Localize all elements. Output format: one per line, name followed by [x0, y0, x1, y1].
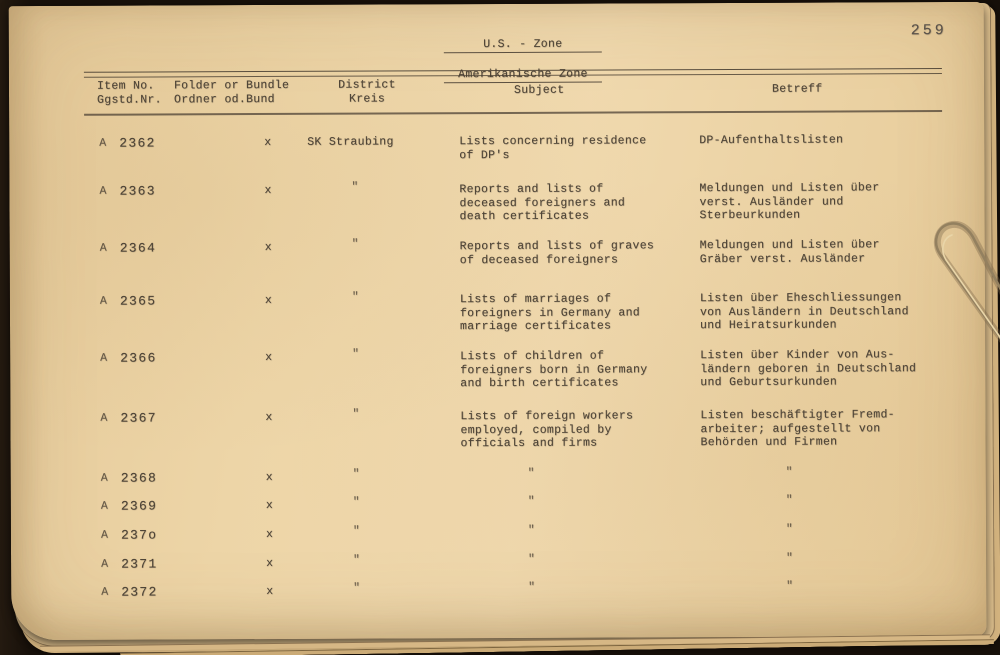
row-item-no: 2372: [121, 584, 158, 600]
row-prefix: A: [99, 184, 107, 198]
row-folder-mark: x: [265, 527, 274, 542]
header-district-de: Kreis: [348, 91, 386, 106]
row-district: ": [352, 467, 360, 481]
table-row: [11, 579, 986, 620]
row-subject: ": [527, 494, 536, 508]
row-subject: ": [527, 466, 535, 480]
page-number: 259: [910, 22, 947, 40]
row-folder-mark: x: [264, 240, 272, 255]
row-betreff: ": [785, 493, 794, 507]
row-betreff: Meldungen und Listen über verst. Ausländer und Sterbeurkunden: [699, 181, 880, 223]
row-subject: ": [528, 552, 536, 566]
row-betreff: Listen über Eheschliessungen von Ausländern in Deutschland und Heiratsurkunden: [699, 291, 909, 333]
row-district: ": [351, 290, 360, 304]
row-district: ": [352, 524, 361, 538]
row-folder-mark: x: [265, 498, 274, 513]
row-item-no: 2369: [120, 498, 158, 514]
row-prefix: A: [99, 136, 107, 150]
row-district: ": [351, 237, 359, 251]
header-item-de: Ggstd.Nr.: [97, 92, 162, 107]
title-line-german: Amerikanische Zone: [444, 67, 602, 83]
row-subject: Lists of foreign workers employed, compiled by officials and firms: [460, 409, 634, 451]
row-district: SK Straubing: [307, 135, 394, 149]
title-line-english: U.S. - Zone: [444, 37, 602, 53]
row-item-no: 2364: [119, 240, 157, 256]
row-folder-mark: x: [265, 410, 273, 425]
table-row: [10, 238, 985, 295]
table-row: [9, 181, 984, 242]
row-folder-mark: x: [264, 135, 272, 150]
row-betreff: ": [785, 465, 793, 479]
header-district-en: District: [338, 78, 396, 92]
row-betreff: Listen über Kinder von Aus- ländern geboren in Deutschland und Geburtsurkunden: [700, 348, 917, 390]
row-district: ": [352, 407, 360, 421]
document-page: [9, 2, 987, 640]
table-row: [10, 291, 985, 352]
row-folder-mark: x: [265, 470, 273, 485]
row-item-no: 2367: [120, 410, 157, 426]
row-district: ": [352, 347, 360, 361]
row-subject: Lists of marriages of foreigners in Germany and marriage certificates: [459, 292, 641, 334]
row-district: ": [353, 581, 361, 595]
table-row: [11, 551, 986, 586]
row-prefix: A: [99, 294, 108, 308]
row-folder-mark: x: [266, 556, 274, 571]
row-item-no: 2371: [121, 556, 158, 572]
row-item-no: 237o: [120, 527, 158, 543]
column-header-folder: [174, 79, 289, 107]
row-item-no: 2362: [119, 135, 156, 151]
row-district: ": [351, 180, 359, 194]
row-item-no: 2365: [119, 293, 157, 309]
row-prefix: A: [101, 557, 109, 571]
row-folder-mark: x: [264, 293, 273, 308]
row-item-no: 2363: [119, 183, 156, 199]
row-betreff: DP-Aufenthaltslisten: [699, 133, 844, 148]
table-body: [9, 114, 986, 620]
row-betreff: ": [786, 579, 794, 593]
header-item-en: Item No.: [96, 79, 155, 93]
row-subject: Lists concerning residence of DP's: [459, 134, 647, 162]
row-prefix: A: [99, 241, 107, 255]
row-subject: Lists of children of foreigners born in Germany and birth certificates: [460, 349, 648, 391]
row-district: ": [352, 495, 361, 509]
row-district: ": [353, 553, 361, 567]
row-prefix: A: [100, 528, 109, 542]
row-folder-mark: x: [264, 183, 272, 198]
row-prefix: A: [100, 411, 108, 425]
row-subject: Reports and lists of graves of deceased foreigners: [459, 239, 655, 267]
row-betreff: Meldungen und Listen über Gräber verst. Ausländer: [699, 238, 880, 266]
row-prefix: A: [101, 585, 109, 599]
table-row: [9, 133, 984, 185]
table-row: [10, 408, 985, 472]
row-subject: ": [527, 523, 536, 537]
table-row: [11, 493, 986, 529]
header-folder-de: Ordner od.Bund: [174, 92, 275, 106]
table-row: [11, 522, 986, 558]
row-betreff: Listen beschäftigter Fremd- arbeiter; aufgestellt von Behörden und Firmen: [700, 408, 895, 450]
row-folder-mark: x: [266, 584, 274, 599]
row-prefix: A: [100, 351, 108, 365]
column-header-item-no: [97, 79, 162, 106]
row-subject: ": [528, 580, 536, 594]
row-folder-mark: x: [265, 350, 273, 365]
column-header-subject: Subject: [513, 83, 565, 97]
table-row: [11, 465, 986, 500]
row-item-no: 2366: [120, 350, 157, 366]
row-prefix: A: [100, 471, 108, 485]
row-prefix: A: [100, 499, 109, 513]
column-header-betreff: Betreff: [771, 82, 823, 96]
row-item-no: 2368: [120, 470, 158, 486]
column-header-district: [327, 78, 407, 105]
table-row: [10, 348, 985, 412]
header-folder-en: Folder or Bundle: [173, 78, 290, 93]
row-subject: Reports and lists of deceased foreigners and death certificates: [459, 182, 626, 224]
row-betreff: ": [786, 551, 794, 565]
row-betreff: ": [785, 522, 794, 536]
